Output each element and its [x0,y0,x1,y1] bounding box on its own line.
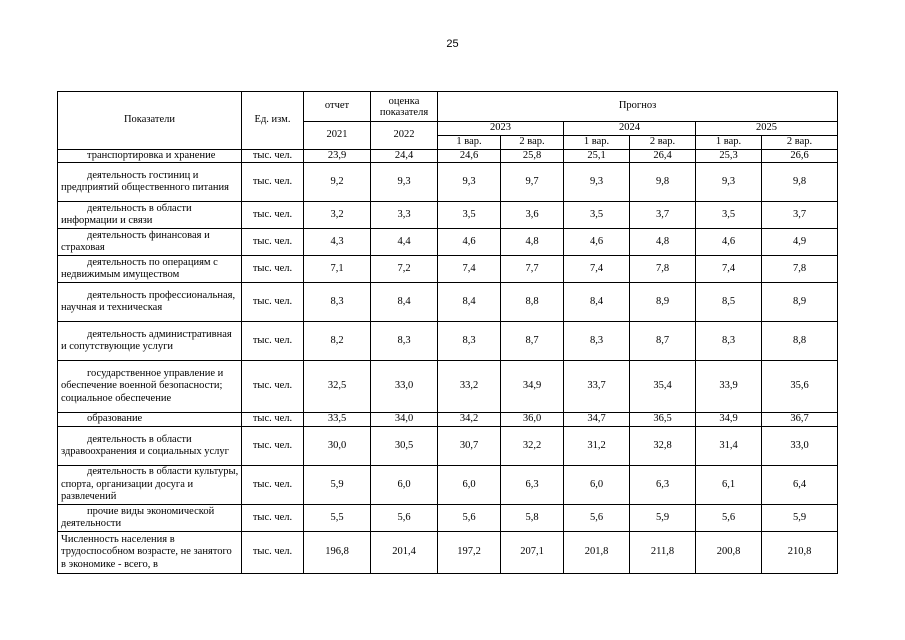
row-value: 3,5 [438,202,501,229]
row-value: 9,2 [304,163,371,202]
header-forecast: Прогноз [438,92,838,122]
row-unit: тыс. чел. [242,256,304,283]
row-unit: тыс. чел. [242,505,304,532]
row-value: 201,8 [564,532,630,574]
table-row [58,256,838,283]
row-value: 196,8 [304,532,371,574]
row-value: 6,3 [501,466,564,505]
row-label [58,361,242,413]
row-value: 8,3 [438,322,501,361]
row-value: 8,3 [696,322,762,361]
header-2023-var1: 1 вар. [438,136,501,150]
row-label-text: деятельность по операциям с недвижимым имуществом [61,256,218,280]
row-value: 5,6 [564,505,630,532]
row-value: 4,3 [304,229,371,256]
row-value: 32,8 [630,427,696,466]
row-label [58,283,242,322]
row-unit: тыс. чел. [242,163,304,202]
row-value: 4,8 [501,229,564,256]
table-row [58,229,838,256]
row-value: 7,1 [304,256,371,283]
row-unit: тыс. чел. [242,427,304,466]
row-value: 3,5 [696,202,762,229]
table-row [58,322,838,361]
row-value: 5,6 [371,505,438,532]
row-label [58,322,242,361]
header-year-2021: 2021 [304,122,371,150]
row-label [58,149,242,163]
row-value: 30,0 [304,427,371,466]
row-label-text: прочие виды экономической деятельности [61,505,215,529]
row-value: 33,7 [564,361,630,413]
row-value: 5,6 [696,505,762,532]
row-value: 9,3 [438,163,501,202]
header-2023-var2: 2 вар. [501,136,564,150]
row-label [58,229,242,256]
row-value: 8,9 [762,283,838,322]
row-value: 8,3 [564,322,630,361]
header-2025-var2: 2 вар. [762,136,838,150]
row-value: 6,4 [762,466,838,505]
row-value: 7,4 [696,256,762,283]
row-value: 9,8 [630,163,696,202]
row-value: 35,4 [630,361,696,413]
row-value: 6,0 [371,466,438,505]
row-value: 210,8 [762,532,838,574]
row-value: 7,8 [762,256,838,283]
header-year-2025: 2025 [696,122,838,136]
row-value: 23,9 [304,149,371,163]
row-value: 9,3 [371,163,438,202]
row-value: 8,9 [630,283,696,322]
row-value: 8,4 [371,283,438,322]
row-value: 34,9 [696,413,762,427]
row-value: 8,4 [564,283,630,322]
row-value: 8,2 [304,322,371,361]
row-value: 36,5 [630,413,696,427]
row-value: 5,9 [630,505,696,532]
row-value: 7,4 [564,256,630,283]
row-label-text: деятельность профессиональная, научная и техническая [61,289,236,313]
row-value: 34,7 [564,413,630,427]
row-label-text: транспортировка и хранение [87,149,216,161]
row-value: 6,3 [630,466,696,505]
row-value: 5,9 [304,466,371,505]
row-unit: тыс. чел. [242,466,304,505]
row-value: 5,5 [304,505,371,532]
row-value: 36,0 [501,413,564,427]
page-number: 25 [446,38,459,50]
row-unit: тыс. чел. [242,202,304,229]
row-value: 6,0 [438,466,501,505]
row-label [58,532,242,574]
row-value: 8,3 [304,283,371,322]
row-label-text: деятельность административная и сопутствующие услуги [61,328,232,352]
row-value: 3,5 [564,202,630,229]
row-label [58,505,242,532]
row-value: 9,3 [696,163,762,202]
row-value: 25,8 [501,149,564,163]
table-row [58,361,838,413]
row-value: 5,9 [762,505,838,532]
row-label [58,413,242,427]
table-row [58,532,838,574]
row-value: 31,4 [696,427,762,466]
row-value: 30,5 [371,427,438,466]
row-value: 4,9 [762,229,838,256]
row-value: 25,1 [564,149,630,163]
row-label [58,202,242,229]
table-row [58,202,838,229]
row-value: 3,7 [762,202,838,229]
row-value: 3,3 [371,202,438,229]
row-value: 201,4 [371,532,438,574]
row-value: 26,4 [630,149,696,163]
row-value: 8,3 [371,322,438,361]
row-value: 32,5 [304,361,371,413]
header-estimate: оценка показателя [371,92,438,122]
row-value: 4,8 [630,229,696,256]
row-value: 211,8 [630,532,696,574]
row-value: 33,9 [696,361,762,413]
row-label-text: образование [87,413,143,425]
row-label [58,163,242,202]
row-label-text: деятельность финансовая и страховая [61,229,210,253]
row-value: 36,7 [762,413,838,427]
header-year-2022: 2022 [371,122,438,150]
row-value: 4,6 [564,229,630,256]
row-value: 8,4 [438,283,501,322]
table-row [58,427,838,466]
header-unit: Ед. изм. [242,92,304,150]
row-value: 34,0 [371,413,438,427]
row-value: 197,2 [438,532,501,574]
row-value: 26,6 [762,149,838,163]
row-label-text: государственное управление и обеспечение военной безопасности; социальное обеспечение [61,367,224,404]
row-label [58,427,242,466]
row-value: 33,2 [438,361,501,413]
row-value: 24,4 [371,149,438,163]
row-value: 4,6 [438,229,501,256]
row-value: 25,3 [696,149,762,163]
row-value: 33,0 [371,361,438,413]
row-unit: тыс. чел. [242,413,304,427]
row-value: 35,6 [762,361,838,413]
row-label [58,466,242,505]
row-value: 5,8 [501,505,564,532]
row-value: 5,6 [438,505,501,532]
row-value: 200,8 [696,532,762,574]
row-label-text: деятельность в области культуры, спорта, организации досуга и развлечений [61,466,239,503]
row-unit: тыс. чел. [242,361,304,413]
row-value: 31,2 [564,427,630,466]
row-value: 207,1 [501,532,564,574]
header-year-2024: 2024 [564,122,696,136]
row-value: 8,7 [501,322,564,361]
header-2024-var2: 2 вар. [630,136,696,150]
row-label-text: деятельность в области информации и связи [61,202,192,226]
row-label-text: деятельность гостиниц и предприятий общественного питания [61,169,229,193]
row-unit: тыс. чел. [242,283,304,322]
row-value: 34,9 [501,361,564,413]
header-year-2023: 2023 [438,122,564,136]
row-value: 8,8 [501,283,564,322]
row-value: 34,2 [438,413,501,427]
row-value: 6,0 [564,466,630,505]
row-value: 8,8 [762,322,838,361]
table-row [58,466,838,505]
row-value: 32,2 [501,427,564,466]
table-row [58,283,838,322]
row-value: 7,2 [371,256,438,283]
row-unit: тыс. чел. [242,532,304,574]
row-value: 7,8 [630,256,696,283]
forecast-table [57,91,838,574]
row-value: 24,6 [438,149,501,163]
row-value: 7,4 [438,256,501,283]
row-value: 33,0 [762,427,838,466]
table-row [58,505,838,532]
table-row [58,149,838,163]
row-unit: тыс. чел. [242,322,304,361]
row-value: 33,5 [304,413,371,427]
row-value: 30,7 [438,427,501,466]
header-2025-var1: 1 вар. [696,136,762,150]
row-label-text: Численность населения в трудоспособном возрасте, не занятого в экономике - всего, в [61,533,232,570]
table-row [58,413,838,427]
row-value: 6,1 [696,466,762,505]
header-2024-var1: 1 вар. [564,136,630,150]
row-label-text: деятельность в области здравоохранения и социальных услуг [61,433,229,457]
header-report: отчет [304,92,371,122]
row-value: 4,4 [371,229,438,256]
header-indicators: Показатели [58,92,242,150]
table-body [58,149,838,574]
row-value: 9,8 [762,163,838,202]
row-value: 8,7 [630,322,696,361]
row-value: 3,2 [304,202,371,229]
row-value: 4,6 [696,229,762,256]
row-value: 8,5 [696,283,762,322]
table-row [58,163,838,202]
row-value: 3,6 [501,202,564,229]
row-unit: тыс. чел. [242,149,304,163]
row-value: 3,7 [630,202,696,229]
row-value: 7,7 [501,256,564,283]
row-unit: тыс. чел. [242,229,304,256]
row-label [58,256,242,283]
row-value: 9,3 [564,163,630,202]
row-value: 9,7 [501,163,564,202]
